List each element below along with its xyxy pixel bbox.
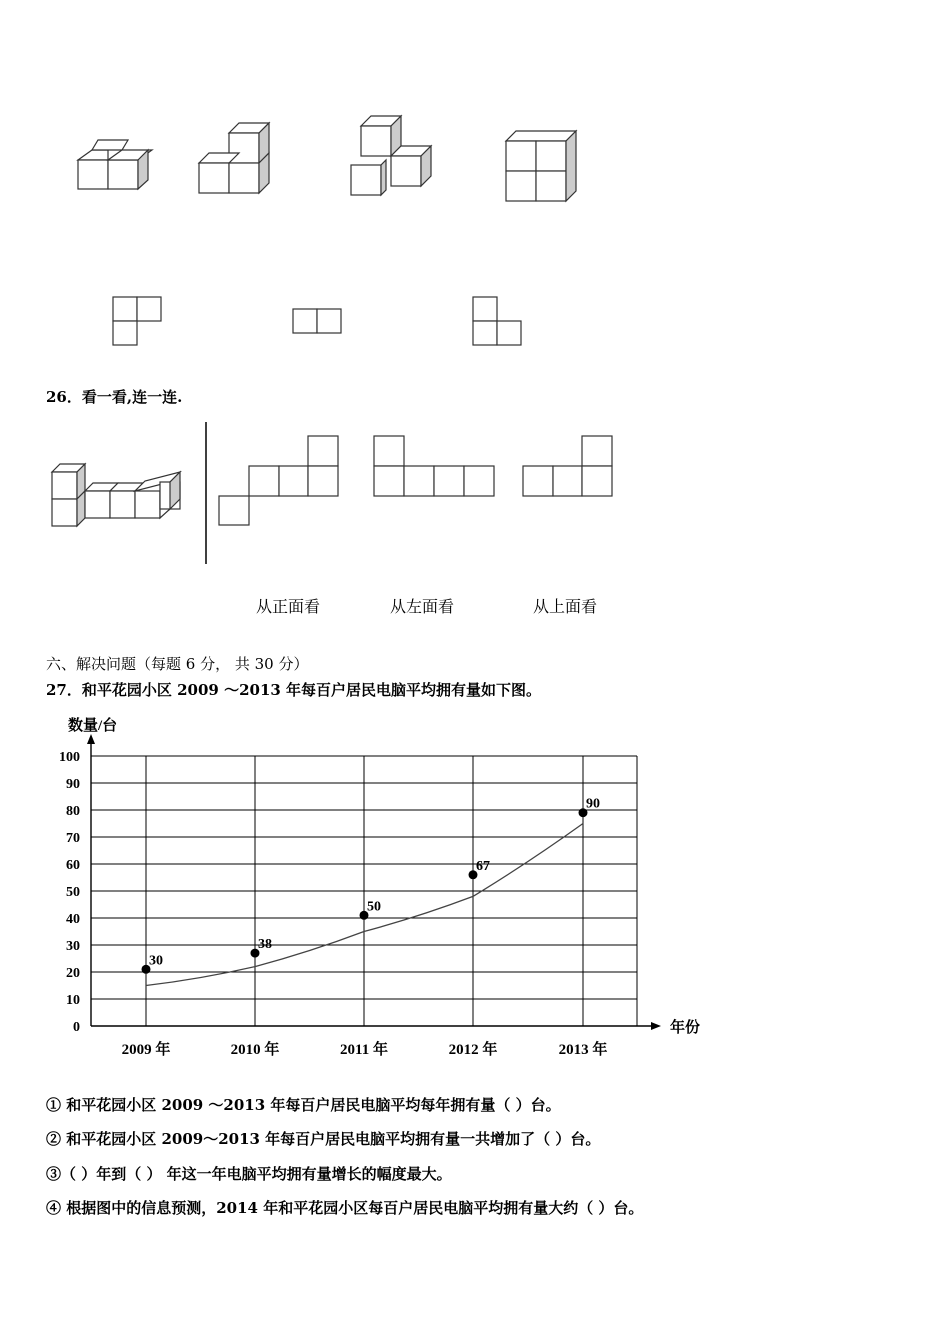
x-axis-arrow-icon [651, 1022, 661, 1030]
cube-figure-3 [351, 116, 431, 195]
q26-figures [0, 410, 950, 580]
y-tick-label: 50 [66, 885, 80, 900]
q26-view-c [523, 436, 612, 496]
data-label: 50 [367, 899, 381, 915]
y-tick-label: 30 [66, 939, 80, 954]
y-tick-label: 10 [66, 993, 80, 1008]
y-tick-label: 100 [59, 750, 80, 765]
view-shape-c [473, 297, 521, 345]
data-label: 90 [586, 796, 600, 812]
q26-view-b [374, 436, 494, 496]
x-axis-label: 年份 [670, 1020, 701, 1036]
y-axis-arrow-icon [87, 734, 95, 744]
cube-figure-2 [199, 123, 269, 193]
view-shape-b [293, 309, 341, 333]
section-header: 六、解决问题（每题 6 分， 共 30 分） [46, 655, 309, 673]
view-label-left: 从左面看 [390, 597, 455, 616]
data-label: 38 [258, 937, 272, 953]
y-tick-label: 40 [66, 912, 80, 927]
y-tick-label: 0 [73, 1020, 80, 1035]
y-tick-label: 80 [66, 804, 80, 819]
x-tick-label: 2009 年 [121, 1042, 171, 1058]
view-label-top: 从上面看 [533, 597, 598, 616]
chart-grid [91, 756, 637, 1026]
view-label-front: 从正面看 [256, 597, 321, 616]
x-tick-label: 2013 年 [558, 1042, 608, 1058]
q26-title: 26．看一看,连一连. [46, 388, 183, 406]
y-tick-label: 20 [66, 966, 80, 981]
x-tick-label: 2010 年 [230, 1042, 280, 1058]
data-label: 67 [476, 858, 490, 874]
q27-sub-1: ① 和平花园小区 2009 ～2013 年每百户居民电脑平均每年拥有量（ ）台。 [46, 1096, 561, 1114]
q27-title: 27．和平花园小区 2009 ～2013 年每百户居民电脑平均拥有量如下图。 [46, 681, 542, 699]
q26-cube-figure [52, 464, 180, 526]
data-label: 30 [149, 953, 163, 969]
cube-figure-1 [78, 140, 152, 189]
view-shape-a [113, 297, 161, 345]
q27-sub-3: ③（ ）年到（ ） 年这一年电脑平均拥有量增长的幅度最大。 [46, 1165, 452, 1183]
chart-axes [87, 734, 661, 1030]
q25-figures [0, 0, 950, 360]
y-tick-label: 60 [66, 858, 80, 873]
x-tick-label: 2012 年 [448, 1042, 498, 1058]
y-axis-label: 数量/台 [68, 718, 118, 734]
q27-sub-2: ② 和平花园小区 2009～2013 年每百户居民电脑平均拥有量一共增加了（ ）台。 [46, 1130, 601, 1148]
x-tick-label: 2011 年 [340, 1042, 388, 1058]
cube-figure-4 [506, 131, 576, 201]
q27-sub-4: ④ 根据图中的信息预测，2014 年和平花园小区每百户居民电脑平均拥有量大约（ ）台。 [46, 1199, 644, 1217]
q26-view-a [219, 436, 338, 525]
line-chart [0, 700, 950, 1080]
y-tick-label: 70 [66, 831, 80, 846]
y-tick-label: 90 [66, 777, 80, 792]
